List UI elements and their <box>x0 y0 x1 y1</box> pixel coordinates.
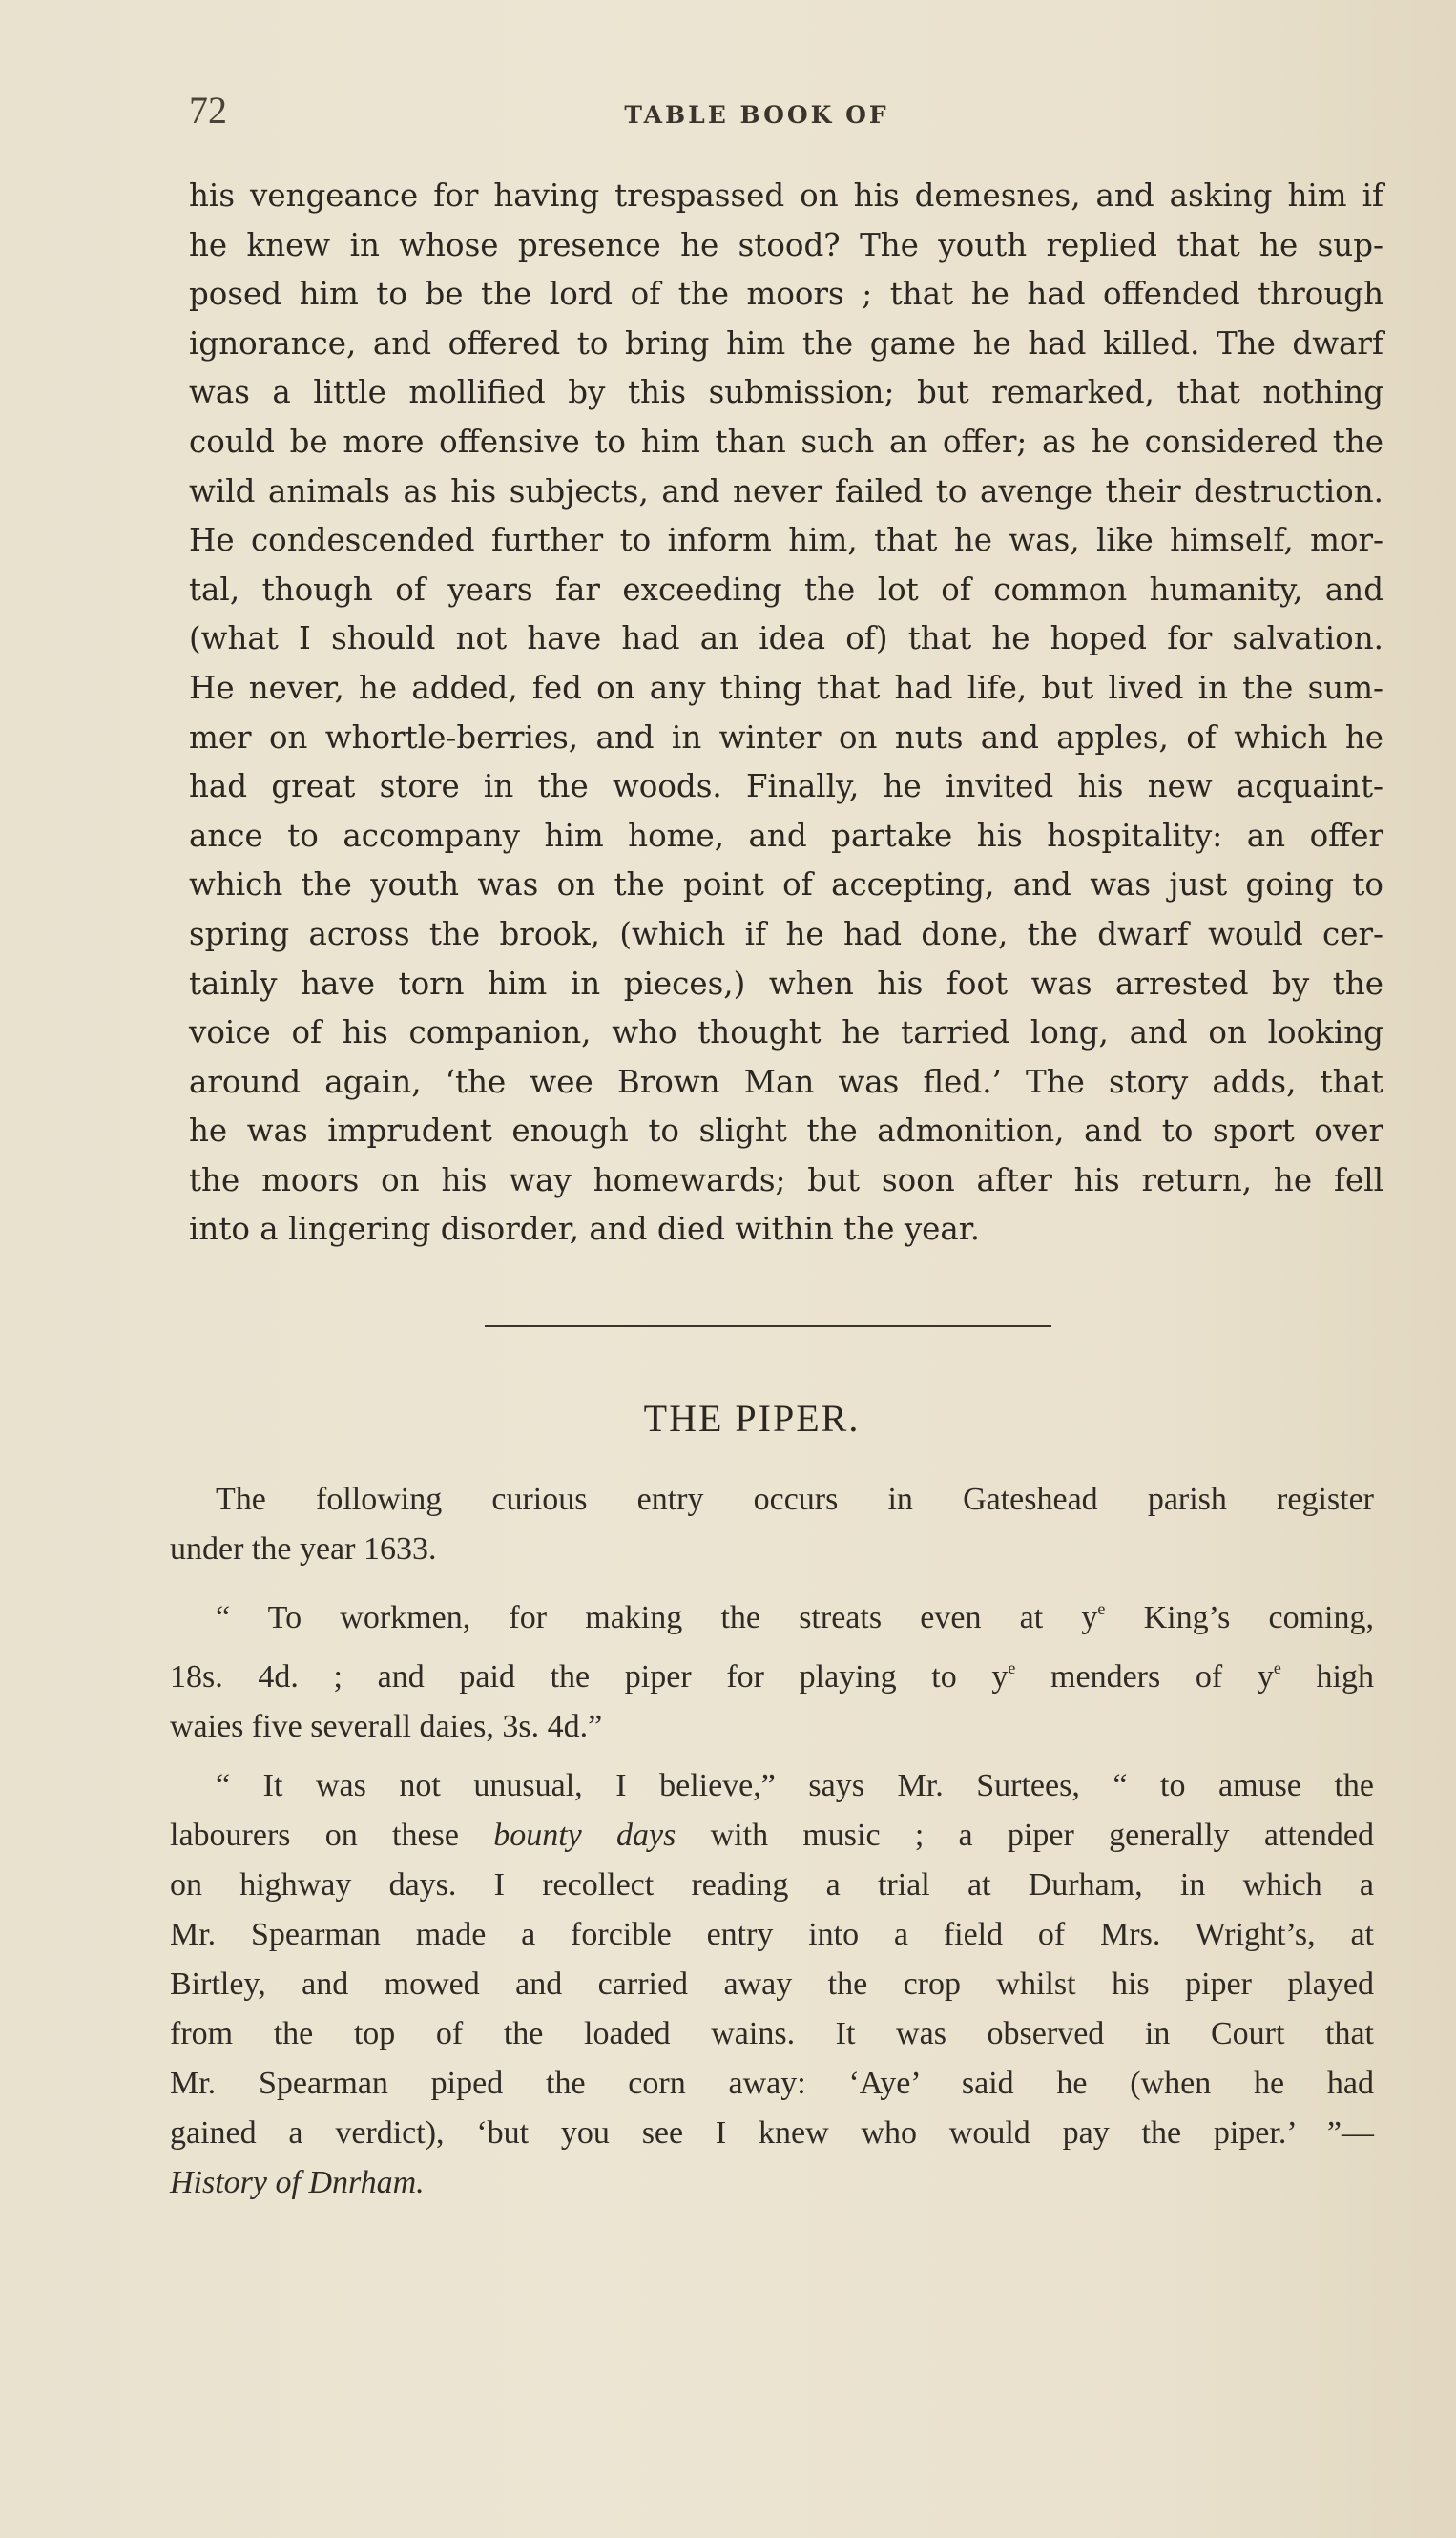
text-line: around again, ‘the wee Brown Man was fled.’ The story adds, that <box>189 1063 1383 1100</box>
text-line: He never, he added, fed on any thing that had life, but lived in the sum- <box>189 669 1383 706</box>
text-line: under the year 1633. <box>170 1531 437 1567</box>
page-header <box>0 78 1456 135</box>
text-line: posed him to be the lord of the moors ; that he had offended through <box>189 276 1383 313</box>
text-line: which the youth was on the point of accepting, and was just going to <box>189 866 1383 904</box>
text-line: wild animals as his subjects, and never failed to avenge their destruction. <box>189 472 1383 510</box>
paragraph-register-entry <box>170 1584 1374 1752</box>
text-line: “ It was not unusual, I believe,” says Mr. Surtees, “ to amuse the <box>216 1768 1374 1803</box>
text-line: voice of his companion, who thought he tarried long, and on looking <box>189 1014 1383 1051</box>
text-line: he knew in whose presence he stood? The youth replied that he sup- <box>189 226 1383 263</box>
text-line: gained a verdict), ‘but you see I knew who would pay the piper.’ ”— <box>170 2115 1374 2151</box>
text-line: was a little mollified by this submission; but remarked, that nothing <box>189 374 1383 411</box>
continued-story-text <box>189 172 1383 1255</box>
text-line: the moors on his way homewards; but soon after his return, he fell <box>189 1161 1383 1198</box>
text-line: waies five severall daies, 3s. 4d.” <box>170 1709 603 1744</box>
text-line: spring across the brook, (which if he had done, the dwarf would cer- <box>189 915 1383 952</box>
text-fragment: “ To workmen, for making the streats even at y <box>216 1600 1098 1635</box>
running-head: TABLE BOOK OF <box>624 101 889 129</box>
text-fragment: high <box>1280 1659 1374 1695</box>
text-line: he was imprudent enough to slight the admonition, and to sport over <box>189 1113 1383 1150</box>
text-line: could be more offensive to him than such an offer; as he considered the <box>189 423 1383 460</box>
text-fragment: King’s coming, <box>1105 1600 1375 1635</box>
text-line <box>170 1643 1374 1702</box>
text-line: on highway days. I recollect reading a trial at Durham, in which a <box>170 1867 1374 1903</box>
piper-section-text <box>170 1475 1374 2217</box>
superscript: e <box>1097 1599 1106 1618</box>
text-line: Mr. Spearman made a forcible entry into a field of Mrs. Wright’s, at <box>170 1917 1374 1952</box>
text-line: had great store in the woods. Finally, he invited his new acquaint- <box>189 768 1383 805</box>
text-line: from the top of the loaded wains. It was observed in Court that <box>170 2016 1374 2051</box>
text-line: his vengeance for having trespassed on his demesnes, and asking him if <box>189 177 1383 214</box>
text-fragment: with music ; a piper generally attended <box>676 1818 1374 1853</box>
text-line: into a lingering disorder, and died within the year. <box>189 1211 981 1248</box>
paragraph-surtees-quote <box>170 1761 1374 2208</box>
text-fragment: labourers on these <box>170 1818 494 1853</box>
section-divider-rule <box>485 1325 1051 1327</box>
text-line: mer on whortle-berries, and in winter on nuts and apples, of which he <box>189 718 1383 756</box>
superscript: e <box>1008 1658 1016 1677</box>
text-line <box>170 1584 1374 1643</box>
text-line: He condescended further to inform him, that he was, like himself, mor- <box>189 522 1383 559</box>
text-line: Mr. Spearman piped the corn away: ‘Aye’ said he (when he had <box>170 2066 1374 2101</box>
text-line: tal, though of years far exceeding the lot of common humanity, and <box>189 571 1383 608</box>
citation-source: History of Dnrham. <box>170 2165 425 2200</box>
page-number: 72 <box>189 89 227 132</box>
text-line <box>170 1811 1374 1861</box>
italic-phrase: bounty days <box>493 1818 676 1853</box>
text-line: ance to accompany him home, and partake his hospitality: an offer <box>189 817 1383 854</box>
text-line: tainly have torn him in pieces,) when his foot was arrested by the <box>189 965 1383 1002</box>
text-line: The following curious entry occurs in Gateshead parish register <box>216 1482 1374 1517</box>
superscript: e <box>1273 1658 1281 1677</box>
paragraph-intro <box>170 1475 1374 1574</box>
text-line: ignorance, and offered to bring him the game he had killed. The dwarf <box>189 324 1383 362</box>
text-fragment: menders of y <box>1015 1659 1274 1695</box>
text-line: (what I should not have had an idea of) that he hoped for salvation. <box>189 620 1383 657</box>
text-fragment: 18s. 4d. ; and paid the piper for playing to y <box>170 1659 1009 1695</box>
text-line: Birtley, and mowed and carried away the crop whilst his piper played <box>170 1966 1374 2002</box>
section-title: THE PIPER. <box>643 1397 861 1440</box>
